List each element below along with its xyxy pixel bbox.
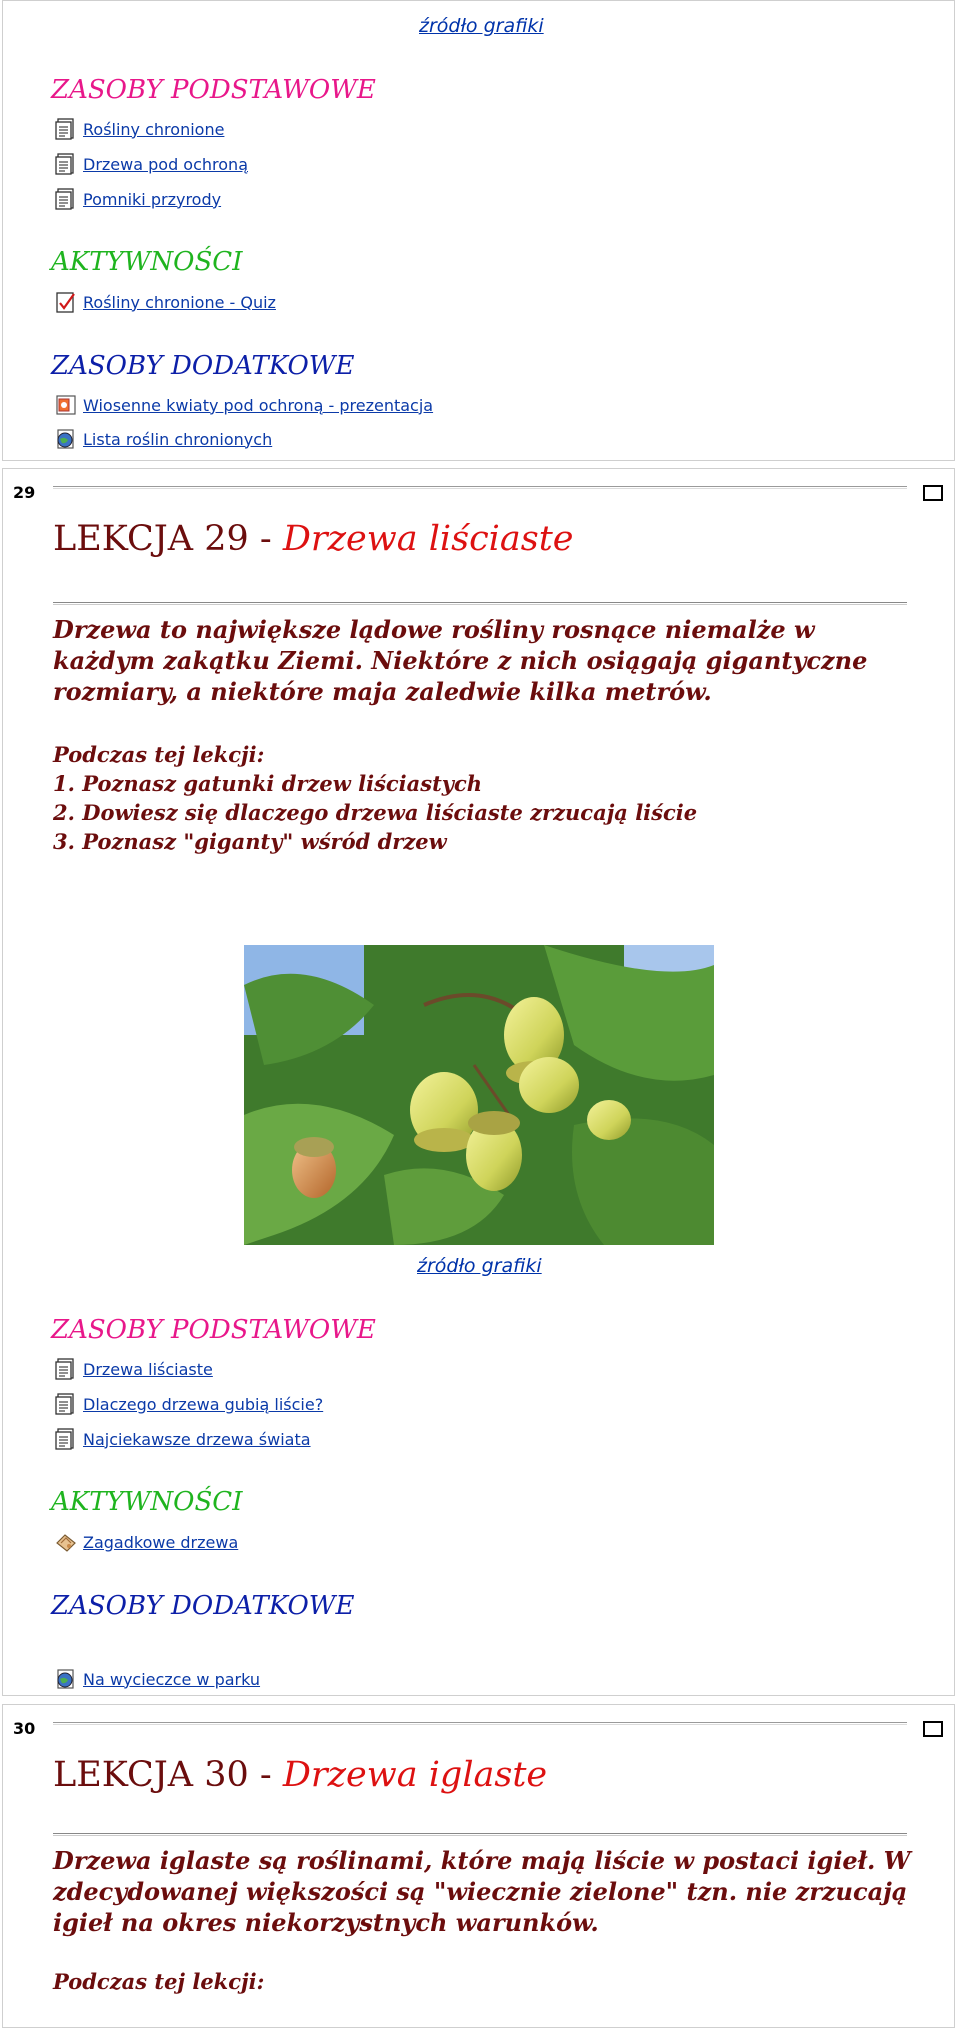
resource-link[interactable]: Lista roślin chronionych [83, 429, 273, 449]
resource-link[interactable]: Rośliny chronione [83, 119, 225, 139]
puzzle-icon [55, 1531, 77, 1553]
objectives-heading: Podczas tej lekcji: [53, 742, 265, 767]
resource-link-item[interactable] [55, 186, 221, 212]
lesson-number: 29 [13, 483, 36, 502]
resource-link-item[interactable] [55, 116, 224, 142]
basic-resources-heading: ZASOBY PODSTAWOWE [51, 1315, 376, 1345]
presentation-icon [55, 394, 77, 416]
resource-link[interactable]: Na wycieczce w parku [83, 1669, 261, 1689]
lesson-28-section [2, 0, 955, 461]
activity-link[interactable]: Zagadkowe drzewa [83, 1532, 239, 1552]
lesson-title-prefix: LEKCJA 29 - [53, 519, 283, 559]
resource-link-item[interactable] [55, 1356, 213, 1382]
acorn-photo [244, 945, 714, 1245]
lesson-title-topic: Drzewa iglaste [282, 1755, 548, 1795]
objective-item: 3. Poznasz "giganty" wśród drzew [53, 829, 447, 854]
lesson-intro: Drzewa iglaste są roślinami, które mają liście w postaci igieł. W zdecydowanej większości są "wiecznie zielone" tzn. nie zrzucają igieł na okres niekorzystnych warunków. [53, 1846, 911, 1937]
lesson-title-topic: Drzewa liściaste [282, 519, 574, 559]
lesson-number: 30 [13, 1719, 36, 1738]
resource-link-item[interactable] [55, 1666, 260, 1692]
activities-heading: AKTYWNOŚCI [51, 247, 243, 277]
objective-item: 2. Dowiesz się dlaczego drzewa liściaste zrzucają liście [53, 800, 698, 825]
extra-resources-heading: ZASOBY DODATKOWE [51, 1591, 355, 1621]
document-icon [55, 153, 77, 175]
basic-resources-heading: ZASOBY PODSTAWOWE [51, 75, 376, 105]
objective-item: 1. Poznasz gatunki drzew liściastych [53, 771, 483, 796]
document-icon [55, 188, 77, 210]
resource-link[interactable]: Pomniki przyrody [83, 189, 222, 209]
lesson-29-section [2, 468, 955, 1696]
resource-link-item[interactable] [55, 151, 248, 177]
lesson-progress-checkbox[interactable] [923, 1721, 943, 1737]
resource-link[interactable]: Drzewa liściaste [83, 1359, 213, 1379]
resource-link[interactable]: Wiosenne kwiaty pod ochroną - prezentacja [83, 395, 434, 415]
globe-link-icon [55, 1668, 77, 1690]
lesson-divider [53, 1833, 907, 1836]
lesson-title [53, 519, 573, 559]
lesson-progress-checkbox[interactable] [923, 485, 943, 501]
document-icon [55, 1428, 77, 1450]
resource-link-item[interactable] [55, 392, 433, 418]
lesson-intro: Drzewa to największe lądowe rośliny rosnące niemalże w każdym zakątku Ziemi. Niektóre z nich osiągają gigantyczne rozmiary, a niektóre maja zaledwie kilka metrów. [53, 615, 868, 706]
resource-link-item[interactable] [55, 426, 272, 452]
section-top-divider [53, 1722, 907, 1725]
document-icon [55, 118, 77, 140]
globe-link-icon [55, 428, 77, 450]
resource-link-item[interactable] [55, 1391, 323, 1417]
resource-link[interactable]: Najciekawsze drzewa świata [83, 1429, 311, 1449]
objectives-heading: Podczas tej lekcji: [53, 1969, 265, 1994]
image-source-link[interactable]: źródło grafiki [419, 15, 544, 37]
section-top-divider [53, 486, 907, 489]
activities-heading: AKTYWNOŚCI [51, 1487, 243, 1517]
activity-link-item[interactable] [55, 1529, 238, 1555]
resource-link[interactable]: Dlaczego drzewa gubią liście? [83, 1394, 324, 1414]
lesson-30-section [2, 1704, 955, 2028]
resource-link-item[interactable] [55, 1426, 311, 1452]
activity-link-item[interactable] [55, 289, 276, 315]
document-icon [55, 1358, 77, 1380]
lesson-divider [53, 602, 907, 605]
extra-resources-heading: ZASOBY DODATKOWE [51, 351, 355, 381]
lesson-title [53, 1755, 547, 1795]
image-source-link[interactable]: źródło grafiki [417, 1255, 542, 1277]
resource-link[interactable]: Drzewa pod ochroną [83, 154, 248, 174]
activity-link[interactable]: Rośliny chronione - Quiz [83, 292, 276, 312]
document-icon [55, 1393, 77, 1415]
quiz-icon [55, 291, 77, 313]
lesson-title-prefix: LEKCJA 30 - [53, 1755, 283, 1795]
